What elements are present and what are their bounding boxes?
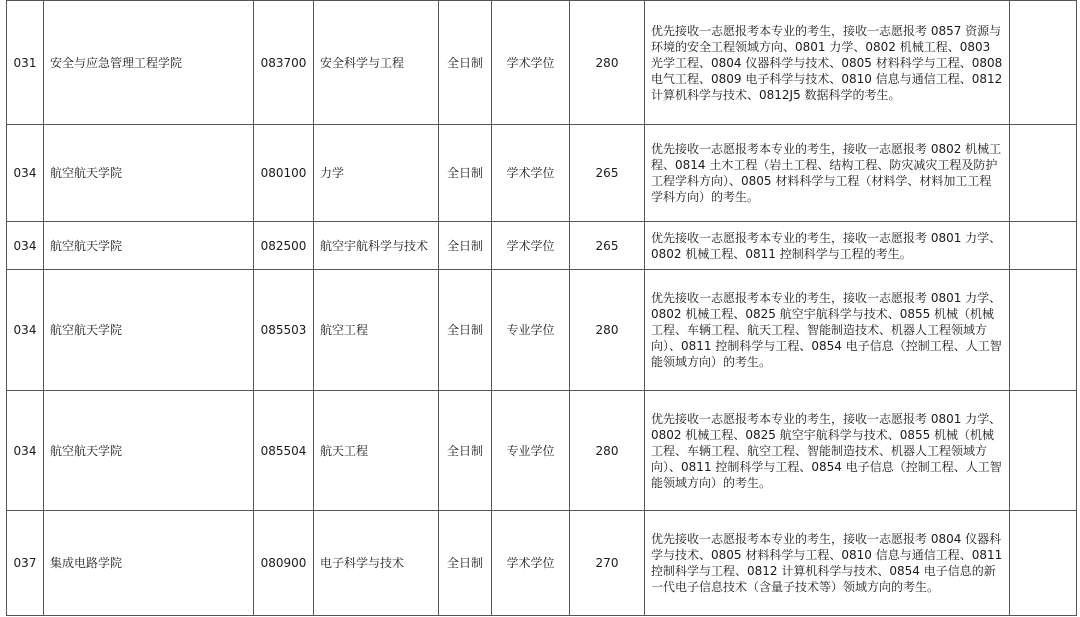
transfer-note-cell: 优先接收一志愿报考本专业的考生，接收一志愿报考 0802 机械工程、0814 土木工程（岩土工程、结构工程、防灾减灾工程及防护工程学科方向）、0805 材料科学与工程（材料学、材料加工工程学科方向）的考生。: [645, 125, 1010, 222]
min-score-cell: 270: [570, 511, 645, 616]
college-name-cell: 航空航天学院: [44, 391, 254, 511]
transfer-note-cell: 优先接收一志愿报考本专业的考生，接收一志愿报考 0801 力学、0802 机械工程、0825 航空宇航科学与技术、0855 机械（机械工程、车辆工程、航空工程、智能制造技术、机器人工程领域方向）、0811 控制科学与工程、0854 电子信息（控制工程、人工智能领域方向）的考生。: [645, 391, 1010, 511]
study-mode-cell: 全日制: [439, 125, 492, 222]
college-name-cell: 航空航天学院: [44, 270, 254, 391]
major-code-cell: 080900: [254, 511, 314, 616]
study-mode-cell: 全日制: [439, 511, 492, 616]
study-mode-cell: 全日制: [439, 222, 492, 270]
college-code-cell: 034: [7, 222, 44, 270]
degree-type-cell: 专业学位: [492, 391, 570, 511]
empty-cell: [1010, 125, 1077, 222]
empty-cell: [1010, 1, 1077, 125]
empty-cell: [1010, 391, 1077, 511]
major-name-cell: 航空宇航科学与技术: [314, 222, 439, 270]
transfer-note-cell: 优先接收一志愿报考本专业的考生，接收一志愿报考 0857 资源与环境的安全工程领域方向、0801 力学、0802 机械工程、0803 光学工程、0804 仪器科学与技术、0805 材料科学与工程、0808 电气工程、0809 电子科学与技术、0810 信息与通信工程、0812 计算机科学与技术、0812J5 数据科学的考生。: [645, 1, 1010, 125]
college-code-cell: 034: [7, 125, 44, 222]
college-code-cell: 037: [7, 511, 44, 616]
college-name-cell: 集成电路学院: [44, 511, 254, 616]
transfer-note-cell: 优先接收一志愿报考本专业的考生，接收一志愿报考 0801 力学、0802 机械工程、0825 航空宇航科学与技术、0855 机械（机械工程、车辆工程、航天工程、智能制造技术、机器人工程领域方向）、0811 控制科学与工程、0854 电子信息（控制工程、人工智能领域方向）的考生。: [645, 270, 1010, 391]
college-code-cell: 031: [7, 1, 44, 125]
table-row: [7, 391, 1077, 511]
major-code-cell: 080100: [254, 125, 314, 222]
study-mode-cell: 全日制: [439, 1, 492, 125]
major-name-cell: 力学: [314, 125, 439, 222]
min-score-cell: 280: [570, 270, 645, 391]
table-row: [7, 1, 1077, 125]
transfer-note-cell: 优先接收一志愿报考本专业的考生，接收一志愿报考 0804 仪器科学与技术、0805 材料科学与工程、0810 信息与通信工程、0811 控制科学与工程、0812 计算机科学与技术、0854 电子信息的新一代电子信息技术（含量子技术等）领域方向的考生。: [645, 511, 1010, 616]
major-name-cell: 航天工程: [314, 391, 439, 511]
major-name-cell: 航空工程: [314, 270, 439, 391]
min-score-cell: 265: [570, 125, 645, 222]
table-row: [7, 125, 1077, 222]
degree-type-cell: 学术学位: [492, 125, 570, 222]
college-name-cell: 航空航天学院: [44, 222, 254, 270]
transfer-note-cell: 优先接收一志愿报考本专业的考生，接收一志愿报考 0801 力学、0802 机械工程、0811 控制科学与工程的考生。: [645, 222, 1010, 270]
college-code-cell: 034: [7, 270, 44, 391]
min-score-cell: 280: [570, 391, 645, 511]
study-mode-cell: 全日制: [439, 270, 492, 391]
major-name-cell: 电子科学与技术: [314, 511, 439, 616]
empty-cell: [1010, 511, 1077, 616]
major-code-cell: 082500: [254, 222, 314, 270]
major-name-cell: 安全科学与工程: [314, 1, 439, 125]
min-score-cell: 265: [570, 222, 645, 270]
college-name-cell: 航空航天学院: [44, 125, 254, 222]
table-row: [7, 222, 1077, 270]
admissions-table: [6, 0, 1077, 616]
table-row: [7, 511, 1077, 616]
degree-type-cell: 学术学位: [492, 222, 570, 270]
degree-type-cell: 专业学位: [492, 270, 570, 391]
degree-type-cell: 学术学位: [492, 1, 570, 125]
college-name-cell: 安全与应急管理工程学院: [44, 1, 254, 125]
major-code-cell: 085503: [254, 270, 314, 391]
min-score-cell: 280: [570, 1, 645, 125]
major-code-cell: 083700: [254, 1, 314, 125]
college-code-cell: 034: [7, 391, 44, 511]
empty-cell: [1010, 222, 1077, 270]
empty-cell: [1010, 270, 1077, 391]
degree-type-cell: 学术学位: [492, 511, 570, 616]
major-code-cell: 085504: [254, 391, 314, 511]
study-mode-cell: 全日制: [439, 391, 492, 511]
table-row: [7, 270, 1077, 391]
